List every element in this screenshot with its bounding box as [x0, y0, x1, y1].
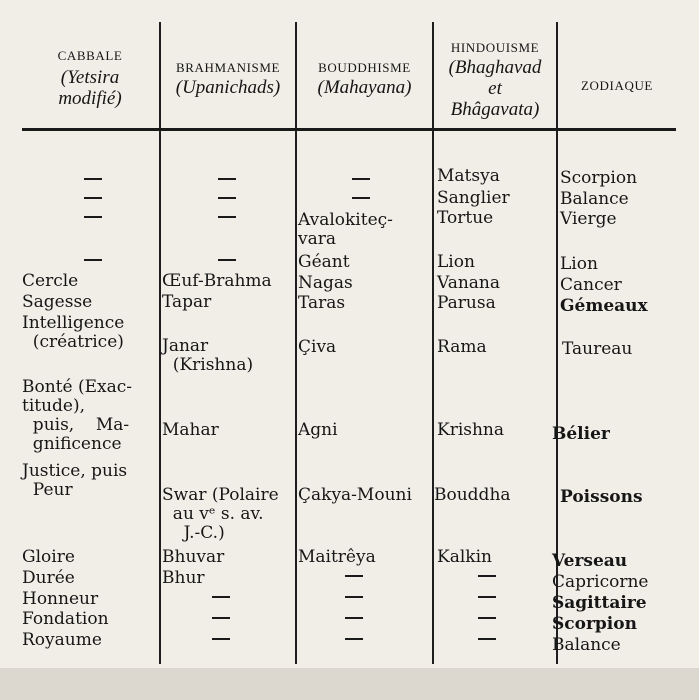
cell-cabbale: Justice, puis Peur [22, 461, 128, 500]
cell-bouddhisme: Avalokiteç- vara [298, 210, 393, 249]
cell-bouddhisme: Maitrêya [298, 547, 376, 567]
cell-bouddhisme: Taras [298, 293, 346, 313]
cell-hindouisme: Parusa [437, 293, 496, 313]
empty-cell-dash [84, 197, 102, 199]
empty-cell-dash [478, 638, 496, 640]
header-title: BOUDDHISME [318, 60, 411, 75]
header-cabbale [24, 48, 156, 109]
cell-bouddhisme: Géant [298, 252, 350, 272]
cell-cabbale: Sagesse [22, 292, 93, 312]
cell-cabbale: Intelligence (créatrice) [22, 313, 125, 352]
empty-cell-dash [218, 197, 236, 199]
cell-cabbale: Bonté (Exac- titude), puis, Ma- gnificence [22, 377, 133, 454]
empty-cell-dash [345, 596, 363, 598]
cell-cabbale: Cercle [22, 271, 79, 291]
header-subtitle: Bhâgavata) [450, 99, 540, 120]
cell-brahmanisme: Œuf-Brahma [162, 271, 272, 291]
cell-zodiaque: Bélier [552, 424, 610, 444]
cell-bouddhisme: Çakya-Mouni [298, 485, 412, 505]
empty-cell-dash [478, 617, 496, 619]
cell-brahmanisme: Swar (Polaire au vᵉ s. av. J.-C.) [162, 485, 279, 543]
cell-zodiaque: Balance [552, 635, 621, 655]
page-bottom-edge [0, 668, 699, 700]
empty-cell-dash [212, 596, 230, 598]
cell-brahmanisme: Bhuvar [162, 547, 225, 567]
cell-cabbale: Royaume [22, 630, 102, 650]
cell-zodiaque: Cancer [560, 275, 622, 295]
cell-zodiaque: Scorpion [560, 168, 638, 188]
cell-brahmanisme: Bhur [162, 568, 205, 588]
column-divider [159, 22, 161, 664]
empty-cell-dash [345, 617, 363, 619]
cell-zodiaque: Capricorne [552, 572, 649, 592]
empty-cell-dash [84, 178, 102, 180]
header-rule [22, 128, 676, 131]
empty-cell-dash [345, 575, 363, 577]
empty-cell-dash [84, 259, 102, 261]
empty-cell-dash [352, 178, 370, 180]
cell-bouddhisme: Çiva [298, 337, 337, 357]
header-subtitle: modifié) [58, 88, 122, 109]
empty-cell-dash [212, 617, 230, 619]
cell-hindouisme: Sanglier [437, 188, 510, 208]
cell-zodiaque: Gémeaux [560, 296, 648, 316]
cell-hindouisme: Bouddha [434, 485, 511, 505]
cell-brahmanisme: Mahar [162, 420, 219, 440]
header-subtitle: (Bhaghavad [448, 57, 542, 78]
cell-cabbale: Fondation [22, 609, 109, 629]
header-title: BRAHMANISME [175, 60, 281, 75]
cell-zodiaque: Vierge [560, 209, 617, 229]
cell-cabbale: Honneur [22, 589, 99, 609]
cell-cabbale: Durée [22, 568, 75, 588]
cell-brahmanisme: Janar (Krishna) [162, 336, 254, 375]
header-brahmanisme [161, 60, 295, 98]
empty-cell-dash [478, 575, 496, 577]
empty-cell-dash [352, 197, 370, 199]
header-subtitle: (Yetsira [60, 67, 120, 88]
cell-zodiaque: Sagittaire [552, 593, 647, 613]
cell-zodiaque: Scorpion [552, 614, 637, 634]
cell-bouddhisme: Agni [298, 420, 338, 440]
empty-cell-dash [218, 178, 236, 180]
cell-zodiaque: Balance [560, 189, 629, 209]
cell-zodiaque: Lion [560, 254, 598, 274]
cell-hindouisme: Matsya [437, 166, 500, 186]
header-bouddhisme [297, 60, 432, 98]
header-subtitle: (Mahayana) [317, 77, 412, 98]
empty-cell-dash [212, 638, 230, 640]
cell-brahmanisme: Tapar [162, 292, 212, 312]
cell-hindouisme: Vanana [437, 273, 501, 293]
cell-zodiaque: Verseau [552, 551, 628, 571]
cell-hindouisme: Lion [437, 252, 475, 272]
cell-cabbale: Gloire [22, 547, 75, 567]
header-zodiaque [558, 78, 676, 94]
cell-hindouisme: Krishna [437, 420, 505, 440]
cell-zodiaque: Poissons [560, 487, 643, 507]
header-subtitle: et [488, 78, 502, 99]
cell-bouddhisme: Nagas [298, 273, 353, 293]
header-title: CABBALE [57, 48, 123, 63]
cell-hindouisme: Kalkin [437, 547, 492, 567]
cell-hindouisme: Rama [437, 337, 487, 357]
header-title: ZODIAQUE [581, 78, 653, 93]
cell-zodiaque: Taureau [562, 339, 633, 359]
empty-cell-dash [218, 259, 236, 261]
empty-cell-dash [218, 216, 236, 218]
empty-cell-dash [84, 216, 102, 218]
header-title: HINDOUISME [450, 40, 540, 55]
column-divider [295, 22, 297, 664]
empty-cell-dash [478, 596, 496, 598]
header-subtitle: (Upanichads) [175, 77, 281, 98]
header-hindouisme [434, 40, 556, 120]
empty-cell-dash [345, 638, 363, 640]
cell-hindouisme: Tortue [437, 208, 494, 228]
